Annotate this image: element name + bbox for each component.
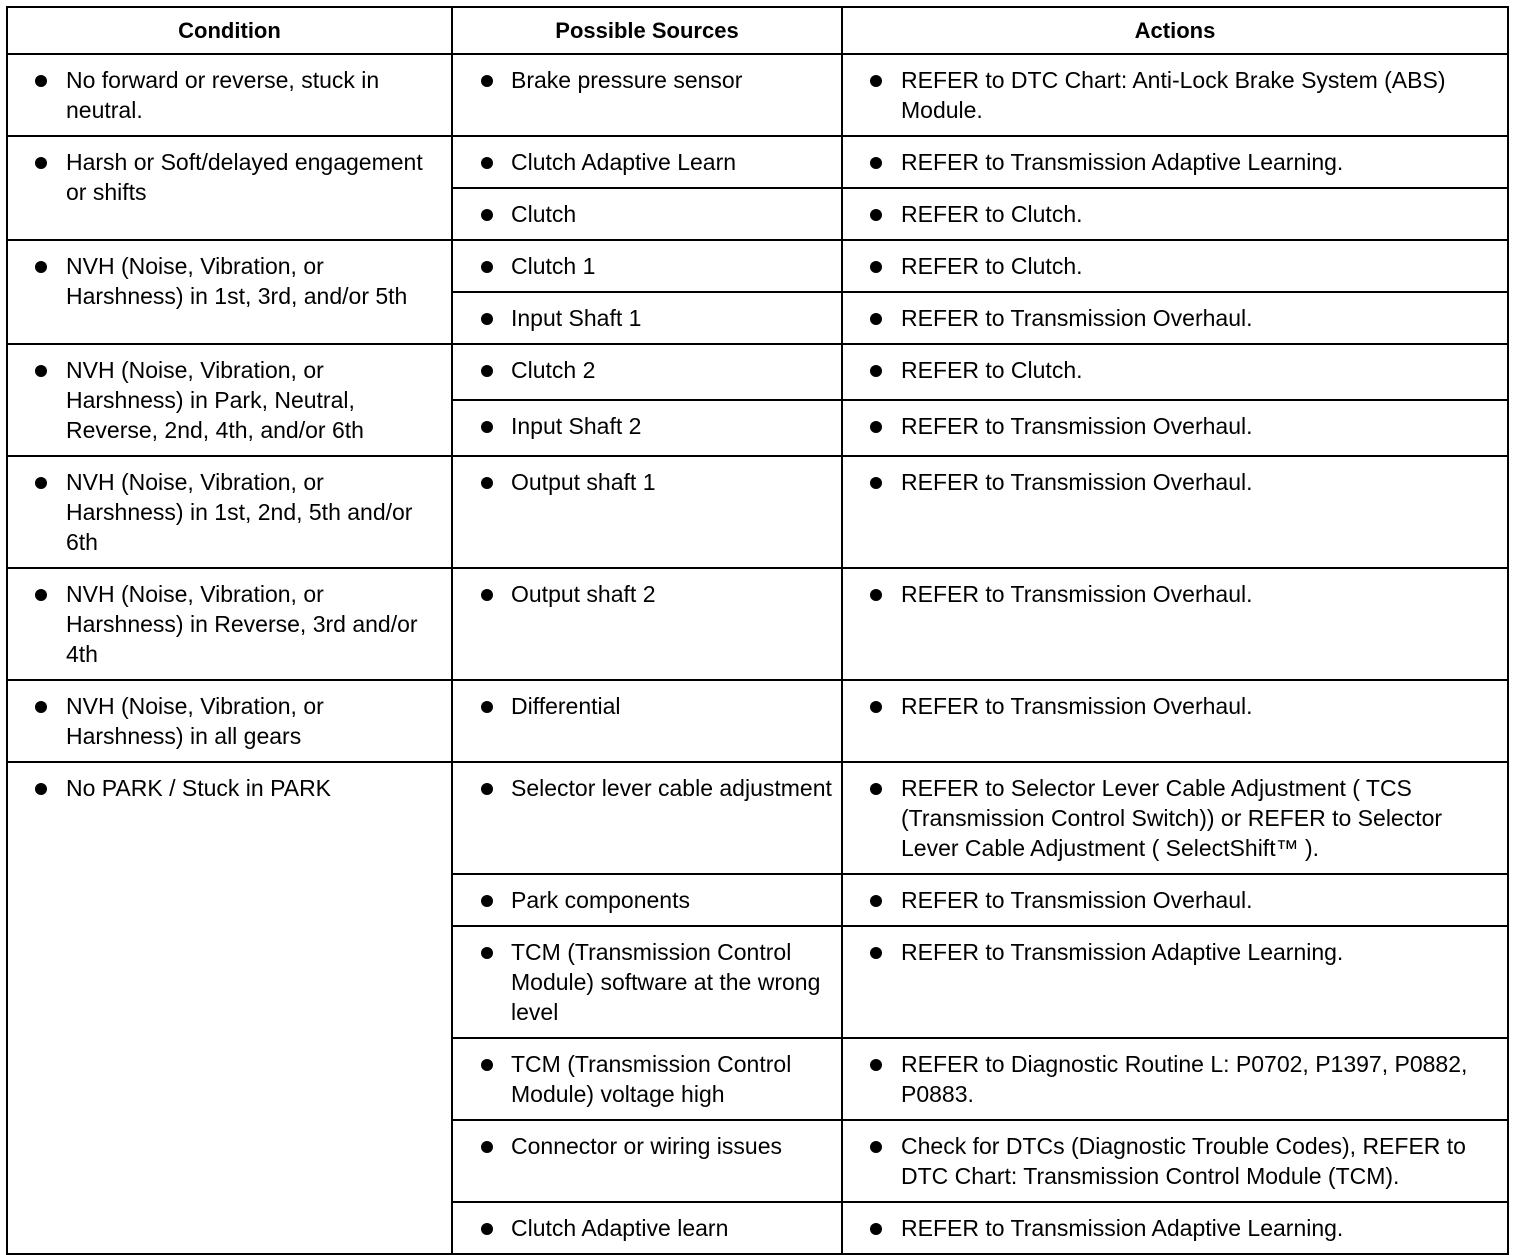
bullet-icon bbox=[481, 157, 493, 169]
condition-text: NVH (Noise, Vibration, or Harshness) in 1st, 3rd, and/or 5th bbox=[66, 253, 408, 309]
action-cell bbox=[842, 292, 1508, 344]
bullet-icon bbox=[35, 261, 47, 273]
action-text: REFER to Transmission Overhaul. bbox=[901, 305, 1253, 331]
source-cell bbox=[452, 680, 842, 762]
bullet-icon bbox=[35, 783, 47, 795]
table-row bbox=[7, 680, 1508, 762]
condition-cell bbox=[7, 762, 452, 1254]
source-text: Output shaft 1 bbox=[511, 469, 656, 495]
source-cell bbox=[452, 136, 842, 188]
condition-cell bbox=[7, 568, 452, 680]
source-cell bbox=[452, 456, 842, 568]
table-header bbox=[7, 7, 1508, 54]
actions-header: Actions bbox=[842, 7, 1508, 54]
bullet-icon bbox=[481, 261, 493, 273]
source-text: Input Shaft 2 bbox=[511, 413, 642, 439]
action-text: REFER to Transmission Overhaul. bbox=[901, 693, 1253, 719]
bullet-icon bbox=[870, 313, 882, 325]
source-text: Input Shaft 1 bbox=[511, 305, 642, 331]
source-cell bbox=[452, 400, 842, 456]
action-text: REFER to Transmission Overhaul. bbox=[901, 887, 1253, 913]
bullet-icon bbox=[870, 701, 882, 713]
bullet-icon bbox=[481, 895, 493, 907]
action-cell bbox=[842, 762, 1508, 874]
source-cell bbox=[452, 1120, 842, 1202]
bullet-icon bbox=[35, 701, 47, 713]
bullet-icon bbox=[870, 477, 882, 489]
condition-text: NVH (Noise, Vibration, or Harshness) in all gears bbox=[66, 693, 324, 749]
condition-cell bbox=[7, 136, 452, 240]
action-cell bbox=[842, 1038, 1508, 1120]
source-cell bbox=[452, 344, 842, 400]
action-cell bbox=[842, 188, 1508, 240]
source-text: Clutch Adaptive learn bbox=[511, 1215, 729, 1241]
source-text: Output shaft 2 bbox=[511, 581, 656, 607]
condition-cell bbox=[7, 456, 452, 568]
bullet-icon bbox=[481, 209, 493, 221]
bullet-icon bbox=[481, 75, 493, 87]
table-row bbox=[7, 240, 1508, 292]
diagnostic-table bbox=[6, 6, 1509, 1255]
source-text: Clutch Adaptive Learn bbox=[511, 149, 737, 175]
action-text: REFER to Transmission Adaptive Learning. bbox=[901, 149, 1344, 175]
bullet-icon bbox=[35, 75, 47, 87]
action-cell bbox=[842, 680, 1508, 762]
bullet-icon bbox=[35, 157, 47, 169]
action-cell bbox=[842, 136, 1508, 188]
header-row bbox=[7, 7, 1508, 54]
action-text: REFER to Clutch. bbox=[901, 357, 1083, 383]
source-text: Selector lever cable adjustment bbox=[511, 775, 832, 801]
bullet-icon bbox=[870, 1223, 882, 1235]
source-cell bbox=[452, 240, 842, 292]
bullet-icon bbox=[870, 1141, 882, 1153]
bullet-icon bbox=[481, 1141, 493, 1153]
source-text: Connector or wiring issues bbox=[511, 1133, 783, 1159]
source-text: Clutch bbox=[511, 201, 577, 227]
action-cell bbox=[842, 926, 1508, 1038]
action-cell bbox=[842, 568, 1508, 680]
action-cell bbox=[842, 240, 1508, 292]
source-text: Clutch 2 bbox=[511, 357, 596, 383]
action-cell bbox=[842, 1120, 1508, 1202]
source-cell bbox=[452, 188, 842, 240]
source-cell bbox=[452, 568, 842, 680]
source-cell bbox=[452, 762, 842, 874]
bullet-icon bbox=[481, 1059, 493, 1071]
action-cell bbox=[842, 54, 1508, 136]
action-text: REFER to DTC Chart: Anti-Lock Brake System (ABS) Module. bbox=[901, 67, 1446, 123]
condition-cell bbox=[7, 240, 452, 344]
bullet-icon bbox=[870, 421, 882, 433]
table-row bbox=[7, 762, 1508, 874]
condition-text: NVH (Noise, Vibration, or Harshness) in 1st, 2nd, 5th and/or 6th bbox=[66, 469, 413, 555]
bullet-icon bbox=[481, 701, 493, 713]
bullet-icon bbox=[481, 477, 493, 489]
action-text: REFER to Clutch. bbox=[901, 201, 1083, 227]
source-text: Differential bbox=[511, 693, 621, 719]
action-text: Check for DTCs (Diagnostic Trouble Codes), REFER to DTC Chart: Transmission Control Module (TCM). bbox=[901, 1133, 1466, 1189]
bullet-icon bbox=[481, 421, 493, 433]
bullet-icon bbox=[481, 947, 493, 959]
action-text: REFER to Selector Lever Cable Adjustment ( TCS (Transmission Control Switch)) or REFER to Selector Lever Cable Adjustment ( SelectShift™ ). bbox=[901, 775, 1443, 861]
condition-text: NVH (Noise, Vibration, or Harshness) in Reverse, 3rd and/or 4th bbox=[66, 581, 418, 667]
source-cell bbox=[452, 926, 842, 1038]
source-text: TCM (Transmission Control Module) voltage high bbox=[511, 1051, 792, 1107]
bullet-icon bbox=[870, 895, 882, 907]
bullet-icon bbox=[481, 1223, 493, 1235]
action-cell bbox=[842, 1202, 1508, 1254]
table-row bbox=[7, 568, 1508, 680]
table-row bbox=[7, 456, 1508, 568]
bullet-icon bbox=[870, 783, 882, 795]
bullet-icon bbox=[35, 477, 47, 489]
action-cell bbox=[842, 400, 1508, 456]
action-text: REFER to Transmission Overhaul. bbox=[901, 413, 1253, 439]
action-text: REFER to Clutch. bbox=[901, 253, 1083, 279]
source-cell bbox=[452, 1038, 842, 1120]
action-text: REFER to Transmission Adaptive Learning. bbox=[901, 939, 1344, 965]
bullet-icon bbox=[870, 209, 882, 221]
condition-cell bbox=[7, 344, 452, 456]
table-row bbox=[7, 54, 1508, 136]
condition-cell bbox=[7, 54, 452, 136]
bullet-icon bbox=[35, 365, 47, 377]
source-text: Park components bbox=[511, 887, 690, 913]
bullet-icon bbox=[481, 589, 493, 601]
bullet-icon bbox=[481, 313, 493, 325]
table-body bbox=[7, 54, 1508, 1254]
condition-text: No PARK / Stuck in PARK bbox=[66, 775, 332, 801]
condition-cell bbox=[7, 680, 452, 762]
condition-text: No forward or reverse, stuck in neutral. bbox=[66, 67, 380, 123]
action-text: REFER to Transmission Overhaul. bbox=[901, 469, 1253, 495]
action-cell bbox=[842, 874, 1508, 926]
action-text: REFER to Diagnostic Routine L: P0702, P1397, P0882, P0883. bbox=[901, 1051, 1468, 1107]
action-text: REFER to Transmission Adaptive Learning. bbox=[901, 1215, 1344, 1241]
source-cell bbox=[452, 874, 842, 926]
bullet-icon bbox=[870, 261, 882, 273]
possible-sources-header: Possible Sources bbox=[452, 7, 842, 54]
bullet-icon bbox=[35, 589, 47, 601]
action-text: REFER to Transmission Overhaul. bbox=[901, 581, 1253, 607]
bullet-icon bbox=[870, 589, 882, 601]
source-cell bbox=[452, 1202, 842, 1254]
bullet-icon bbox=[870, 365, 882, 377]
bullet-icon bbox=[481, 365, 493, 377]
action-cell bbox=[842, 344, 1508, 400]
bullet-icon bbox=[870, 1059, 882, 1071]
table-row bbox=[7, 136, 1508, 188]
condition-text: Harsh or Soft/delayed engagement or shifts bbox=[66, 149, 423, 205]
source-text: Clutch 1 bbox=[511, 253, 596, 279]
source-cell bbox=[452, 292, 842, 344]
condition-header: Condition bbox=[7, 7, 452, 54]
source-cell bbox=[452, 54, 842, 136]
source-text: Brake pressure sensor bbox=[511, 67, 743, 93]
bullet-icon bbox=[870, 75, 882, 87]
bullet-icon bbox=[481, 783, 493, 795]
action-cell bbox=[842, 456, 1508, 568]
source-text: TCM (Transmission Control Module) software at the wrong level bbox=[511, 939, 821, 1025]
table-row bbox=[7, 344, 1508, 400]
bullet-icon bbox=[870, 157, 882, 169]
condition-text: NVH (Noise, Vibration, or Harshness) in Park, Neutral, Reverse, 2nd, 4th, and/or 6th bbox=[66, 357, 364, 443]
bullet-icon bbox=[870, 947, 882, 959]
